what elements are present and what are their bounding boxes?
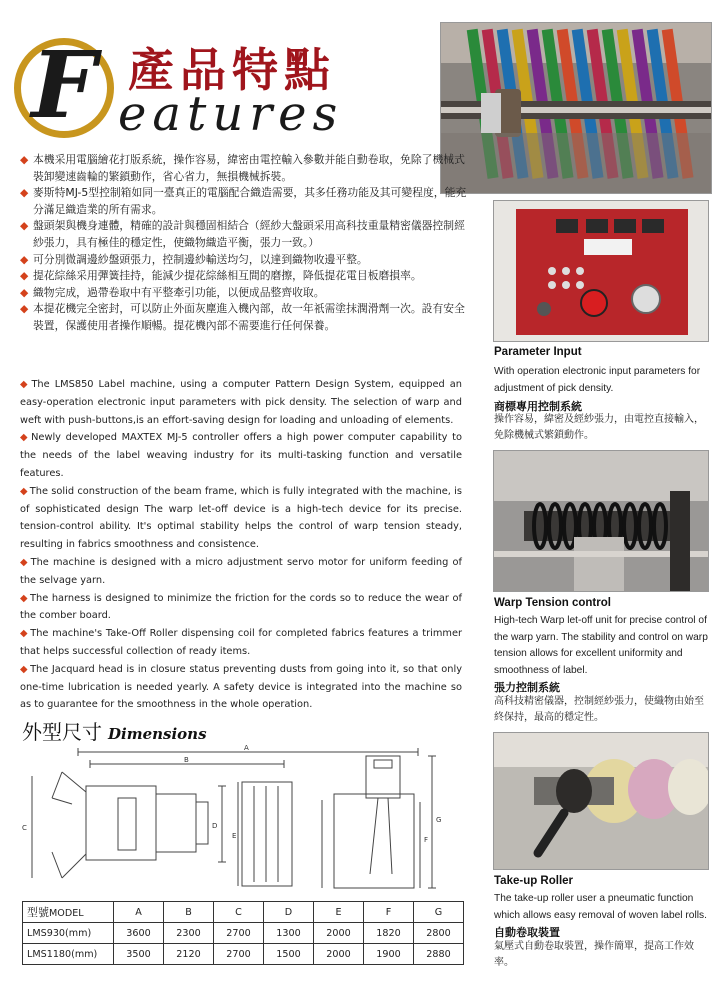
- logo-letter: F: [31, 31, 97, 139]
- features-list-cn: [20, 152, 475, 335]
- table-cell: 2000: [314, 923, 364, 944]
- column-header: E: [314, 902, 364, 923]
- model-cell: LMS1180(mm): [23, 944, 114, 965]
- table-cell: 1900: [364, 944, 414, 965]
- warp-tension-text: High-tech Warp let-off unit for precise control of the warp yarn. The stability and control on warp tension allows for excellent uniformity and smoothness of label.: [494, 615, 708, 676]
- table-row: [23, 923, 464, 944]
- warp-tension-text-cn: 高科技精密儀器，控制經紗張力，使織物由始至終保持，最高的穩定性。: [494, 696, 704, 723]
- dimension-label-f: F: [424, 836, 429, 844]
- column-header: B: [164, 902, 214, 923]
- table-cell: 2000: [314, 944, 364, 965]
- take-up-roller-photo: [493, 732, 709, 870]
- control-panel-photo: [493, 200, 709, 342]
- list-item: ◆ 提花綜絲采用彈簧挂持，能減少提花綜絲相互間的磨擦，降低提花電目板磨損率。: [20, 268, 475, 285]
- table-cell: 2880: [414, 944, 464, 965]
- column-header: D: [264, 902, 314, 923]
- diamond-bullet-icon: ◆: [20, 285, 29, 299]
- table-cell: 3500: [114, 944, 164, 965]
- take-up-roller-title-cn: 自動卷取裝置: [494, 926, 560, 939]
- take-up-roller-text: The take-up roller user a pneumatic function which allows easy removal of woven label rolls.: [494, 893, 707, 921]
- list-item: ◆ The machine is designed with a micro adjustment servo motor for uniform feeding of the selvage yarn.: [20, 556, 462, 586]
- page-title-en: eatures: [118, 86, 344, 142]
- page-title-cn: 產品特點: [128, 43, 336, 97]
- diamond-bullet-icon: ◆: [20, 269, 29, 283]
- features-list-en: [20, 376, 462, 714]
- parameter-input-title: Parameter Input: [494, 346, 582, 358]
- list-item: ◆ The Jacquard head is in closure status preventing dusts from going into it, so that only one-time lubrication is needed yearly. A safety device is integrated into the machine so as to guarantee for the smoothness in the whole operation.: [20, 663, 462, 711]
- diamond-bullet-icon: ◆: [20, 153, 29, 166]
- diamond-bullet-icon: ◆: [20, 628, 29, 640]
- table-cell: 2700: [214, 944, 264, 965]
- diamond-bullet-icon: ◆: [20, 485, 28, 497]
- list-item: ◆ The machine's Take-Off Roller dispensing coil for completed fabrics features a trimmer that helps successful collection of ready items.: [20, 628, 462, 657]
- column-header: C: [214, 902, 264, 923]
- dimension-label-c: C: [22, 824, 27, 832]
- dimension-drawing: [22, 742, 464, 898]
- warp-tension-photo: [493, 450, 709, 592]
- table-cell: 2700: [214, 923, 264, 944]
- table-cell: 3600: [114, 923, 164, 944]
- table-header-row: [23, 902, 464, 923]
- column-header: F: [364, 902, 414, 923]
- list-item: ◆ 可分別微調邊紗盤頭張力，控制邊紗輸送均匀，以達到織物收邊平整。: [20, 252, 475, 269]
- parameter-input-title-cn: 商標專用控制系統: [494, 400, 582, 413]
- table-cell: 1300: [264, 923, 314, 944]
- model-header: 型號MODEL: [23, 902, 114, 923]
- diamond-bullet-icon: ◆: [20, 663, 29, 675]
- dimension-label-g: G: [436, 816, 442, 824]
- table-cell: 1820: [364, 923, 414, 944]
- list-item: ◆ 織物完成，過帶卷取中有平整牽引功能，以便成品整齊收取。: [20, 285, 475, 302]
- diamond-bullet-icon: ◆: [20, 556, 29, 568]
- table-cell: 1500: [264, 944, 314, 965]
- dimension-label-b: B: [184, 756, 189, 764]
- list-item: ◆ The LMS850 Label machine, using a computer Pattern Design System, equipped an easy-operation electronic input parameters with pick density. The selection of warp and weft with push-buttons,is an effort-saving design for loading and unloading of elements.: [20, 379, 462, 426]
- diamond-bullet-icon: ◆: [20, 432, 30, 444]
- list-item: ◆ The harness is designed to minimize the friction for the cords so to reduce the wear of the comber board.: [20, 592, 462, 622]
- parameter-input-text-cn: 操作容易，緯密及經紗張力，由電控直接輸入，免除機械式繁鎖動作。: [494, 414, 704, 441]
- diamond-bullet-icon: ◆: [20, 302, 29, 316]
- table-row: [23, 944, 464, 965]
- warp-tension-title-cn: 張力控制系統: [494, 681, 560, 694]
- dimensions-title: 外型尺寸 Dimensions: [22, 720, 207, 744]
- list-item: ◆ The solid construction of the beam frame, which is fully integrated with the machine, is of sophisticated design The warp let-off device is a high-tech device for its precise. tension-control ability. It's optimal stability helps the control of warp tension steady, resulting in fabrics smoothness and consistence.: [20, 485, 462, 551]
- table-cell: 2800: [414, 923, 464, 944]
- dimension-label-d: D: [212, 822, 218, 830]
- diamond-bullet-icon: ◆: [20, 252, 29, 266]
- list-item: ◆ 麥斯特MJ-5型控制箱如同一臺真正的電腦配合織造需要，其多任務功能及其可變程度，能充分滿足織造業的所有需求。: [20, 186, 467, 216]
- take-up-roller-text-cn: 氣壓式自動卷取裝置，操作簡單，提高工作效率。: [494, 941, 694, 968]
- list-item: ◆ 盤頭架與機身連體，精確的設計與穩固相結合（經紗大盤頭采用高科技重量精密儀器控制經紗張力，具有極佳的穩定性，使織物織造平衡，張力一致。）: [20, 219, 465, 249]
- diamond-bullet-icon: ◆: [20, 592, 29, 604]
- list-item: ◆ 本提花機完全密封，可以防止外面灰塵進入機內部，故一年祇需塗抹潤滑劑一次。設有安全裝置，保護使用者操作順暢。提花機內部不需要進行任何保養。: [20, 302, 465, 332]
- warp-tension-title: Warp Tension control: [494, 597, 611, 609]
- list-item: ◆ Newly developed MAXTEX MJ-5 controller offers a high power computer capability to the needs of the label weaving industry for its multi-tasking function and versatile features.: [20, 432, 462, 479]
- dimensions-table: [22, 901, 464, 965]
- list-item: ◆ 本機采用電腦繪花打版系統，操作容易，緯密由電控輸入參數并能自動卷取，免除了機械式裝卸變速齒輪的繁鎖動作，省心省力，無損機械拆裝。: [20, 153, 465, 183]
- column-header: A: [114, 902, 164, 923]
- diamond-bullet-icon: ◆: [20, 186, 29, 200]
- dimension-label-e: E: [232, 832, 237, 840]
- machine-photo-top: [440, 22, 712, 194]
- diamond-bullet-icon: ◆: [20, 219, 29, 233]
- dimension-label-a: A: [244, 744, 249, 752]
- table-cell: 2120: [164, 944, 214, 965]
- table-cell: 2300: [164, 923, 214, 944]
- take-up-roller-title: Take-up Roller: [494, 875, 574, 887]
- model-cell: LMS930(mm): [23, 923, 114, 944]
- column-header: G: [414, 902, 464, 923]
- parameter-input-text: With operation electronic input parameters for adjustment of pick density.: [494, 366, 701, 394]
- diamond-bullet-icon: ◆: [20, 379, 30, 390]
